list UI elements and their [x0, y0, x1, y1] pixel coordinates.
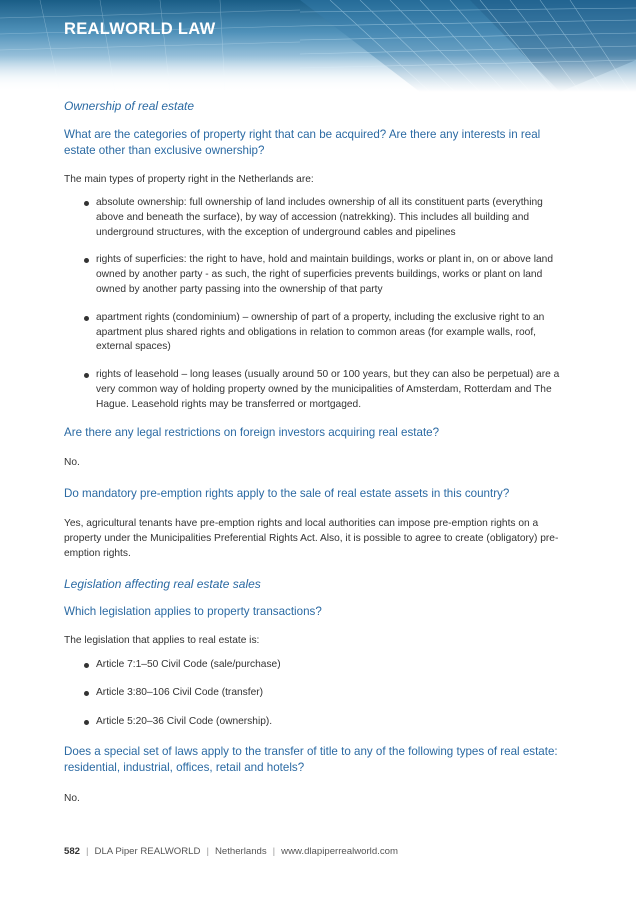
- footer-publication: DLA Piper REALWORLD: [94, 846, 201, 857]
- list-item: apartment rights (condominium) – ownership of part of a property, including the exclusive right to an apartment plus shared rights and obligations in relation to common areas (for example walls, roof, external spaces): [64, 311, 572, 355]
- header-banner: [0, 0, 636, 92]
- bullet-icon: [84, 201, 89, 206]
- bullet-icon: [84, 316, 89, 321]
- footer-divider: |: [206, 846, 209, 857]
- section-title-ownership: Ownership of real estate: [64, 99, 195, 113]
- footer-country: Netherlands: [214, 846, 267, 857]
- question-foreign-investors: Are there any legal restrictions on foreign investors acquiring real estate?: [64, 425, 440, 439]
- list-item: Article 7:1–50 Civil Code (sale/purchase): [64, 658, 572, 673]
- bullet-icon: [84, 720, 89, 725]
- footer-divider: |: [272, 846, 276, 857]
- publication-title: REALWORLD LAW: [64, 20, 216, 38]
- bullet-icon: [84, 373, 89, 378]
- bullet-icon: [84, 258, 89, 263]
- list-item: absolute ownership: full ownership of land includes ownership of all its constituent parts (everything above and beneath the surface), by way of accession (natrekking). This includes all building and underground structures, with the exception of underground cables and pipelines: [64, 196, 572, 240]
- answer-special-laws: No.: [64, 792, 80, 804]
- answer-pre-emption: Yes, agricultural tenants have pre-emption rights and local authorities can impose pre-emption rights on a property under the Municipalities Preferential Rights Act. Also, it is possible to agree to create (obligatory) pre-emption rights.: [64, 517, 559, 559]
- question-special-laws: Does a special set of laws apply to the transfer of title to any of the following types of real estate: residential, industrial, offices, retail and hotels?: [64, 744, 558, 774]
- page-number: 582: [64, 846, 81, 857]
- page-footer: [64, 846, 398, 857]
- list-item: rights of superficies: the right to have, hold and maintain buildings, works or plant in, on or above land owned by another party - as such, the right of superficies prevents buildings, works or plant on land owned by another party passing into the ownership of that party: [64, 253, 572, 297]
- list-item: Article 5:20–36 Civil Code (ownership).: [64, 715, 572, 730]
- list-item: rights of leasehold – long leases (usually around 50 or 100 years, but they can also be perpetual) are a very common way of holding property owned by the municipalities of Amsterdam, Rotterdam and The Hague. Leasehold rights may be transferred or mortgaged.: [64, 368, 572, 412]
- property-rights-list: [64, 196, 572, 413]
- list-item: Article 3:80–106 Civil Code (transfer): [64, 686, 572, 701]
- legislation-list: [64, 658, 572, 730]
- skyscraper-graphic: [0, 0, 636, 92]
- intro-paragraph: The main types of property right in the Netherlands are:: [64, 174, 314, 185]
- answer-foreign-investors: No.: [64, 456, 80, 468]
- page-content: [64, 97, 572, 806]
- bullet-icon: [84, 663, 89, 668]
- footer-website[interactable]: www.dlapiperrealworld.com: [281, 846, 398, 857]
- section-title-legislation: Legislation affecting real estate sales: [64, 576, 261, 591]
- bullet-icon: [84, 691, 89, 696]
- legislation-intro: The legislation that applies to real estate is:: [64, 634, 260, 646]
- question-property-rights: What are the categories of property right that can be acquired? Are there any interests in real estate other than exclusive ownership?: [64, 128, 541, 157]
- question-legislation: Which legislation applies to property transactions?: [64, 604, 322, 618]
- footer-divider: |: [86, 846, 89, 857]
- question-pre-emption: Do mandatory pre-emption rights apply to the sale of real estate assets in this country?: [64, 486, 510, 500]
